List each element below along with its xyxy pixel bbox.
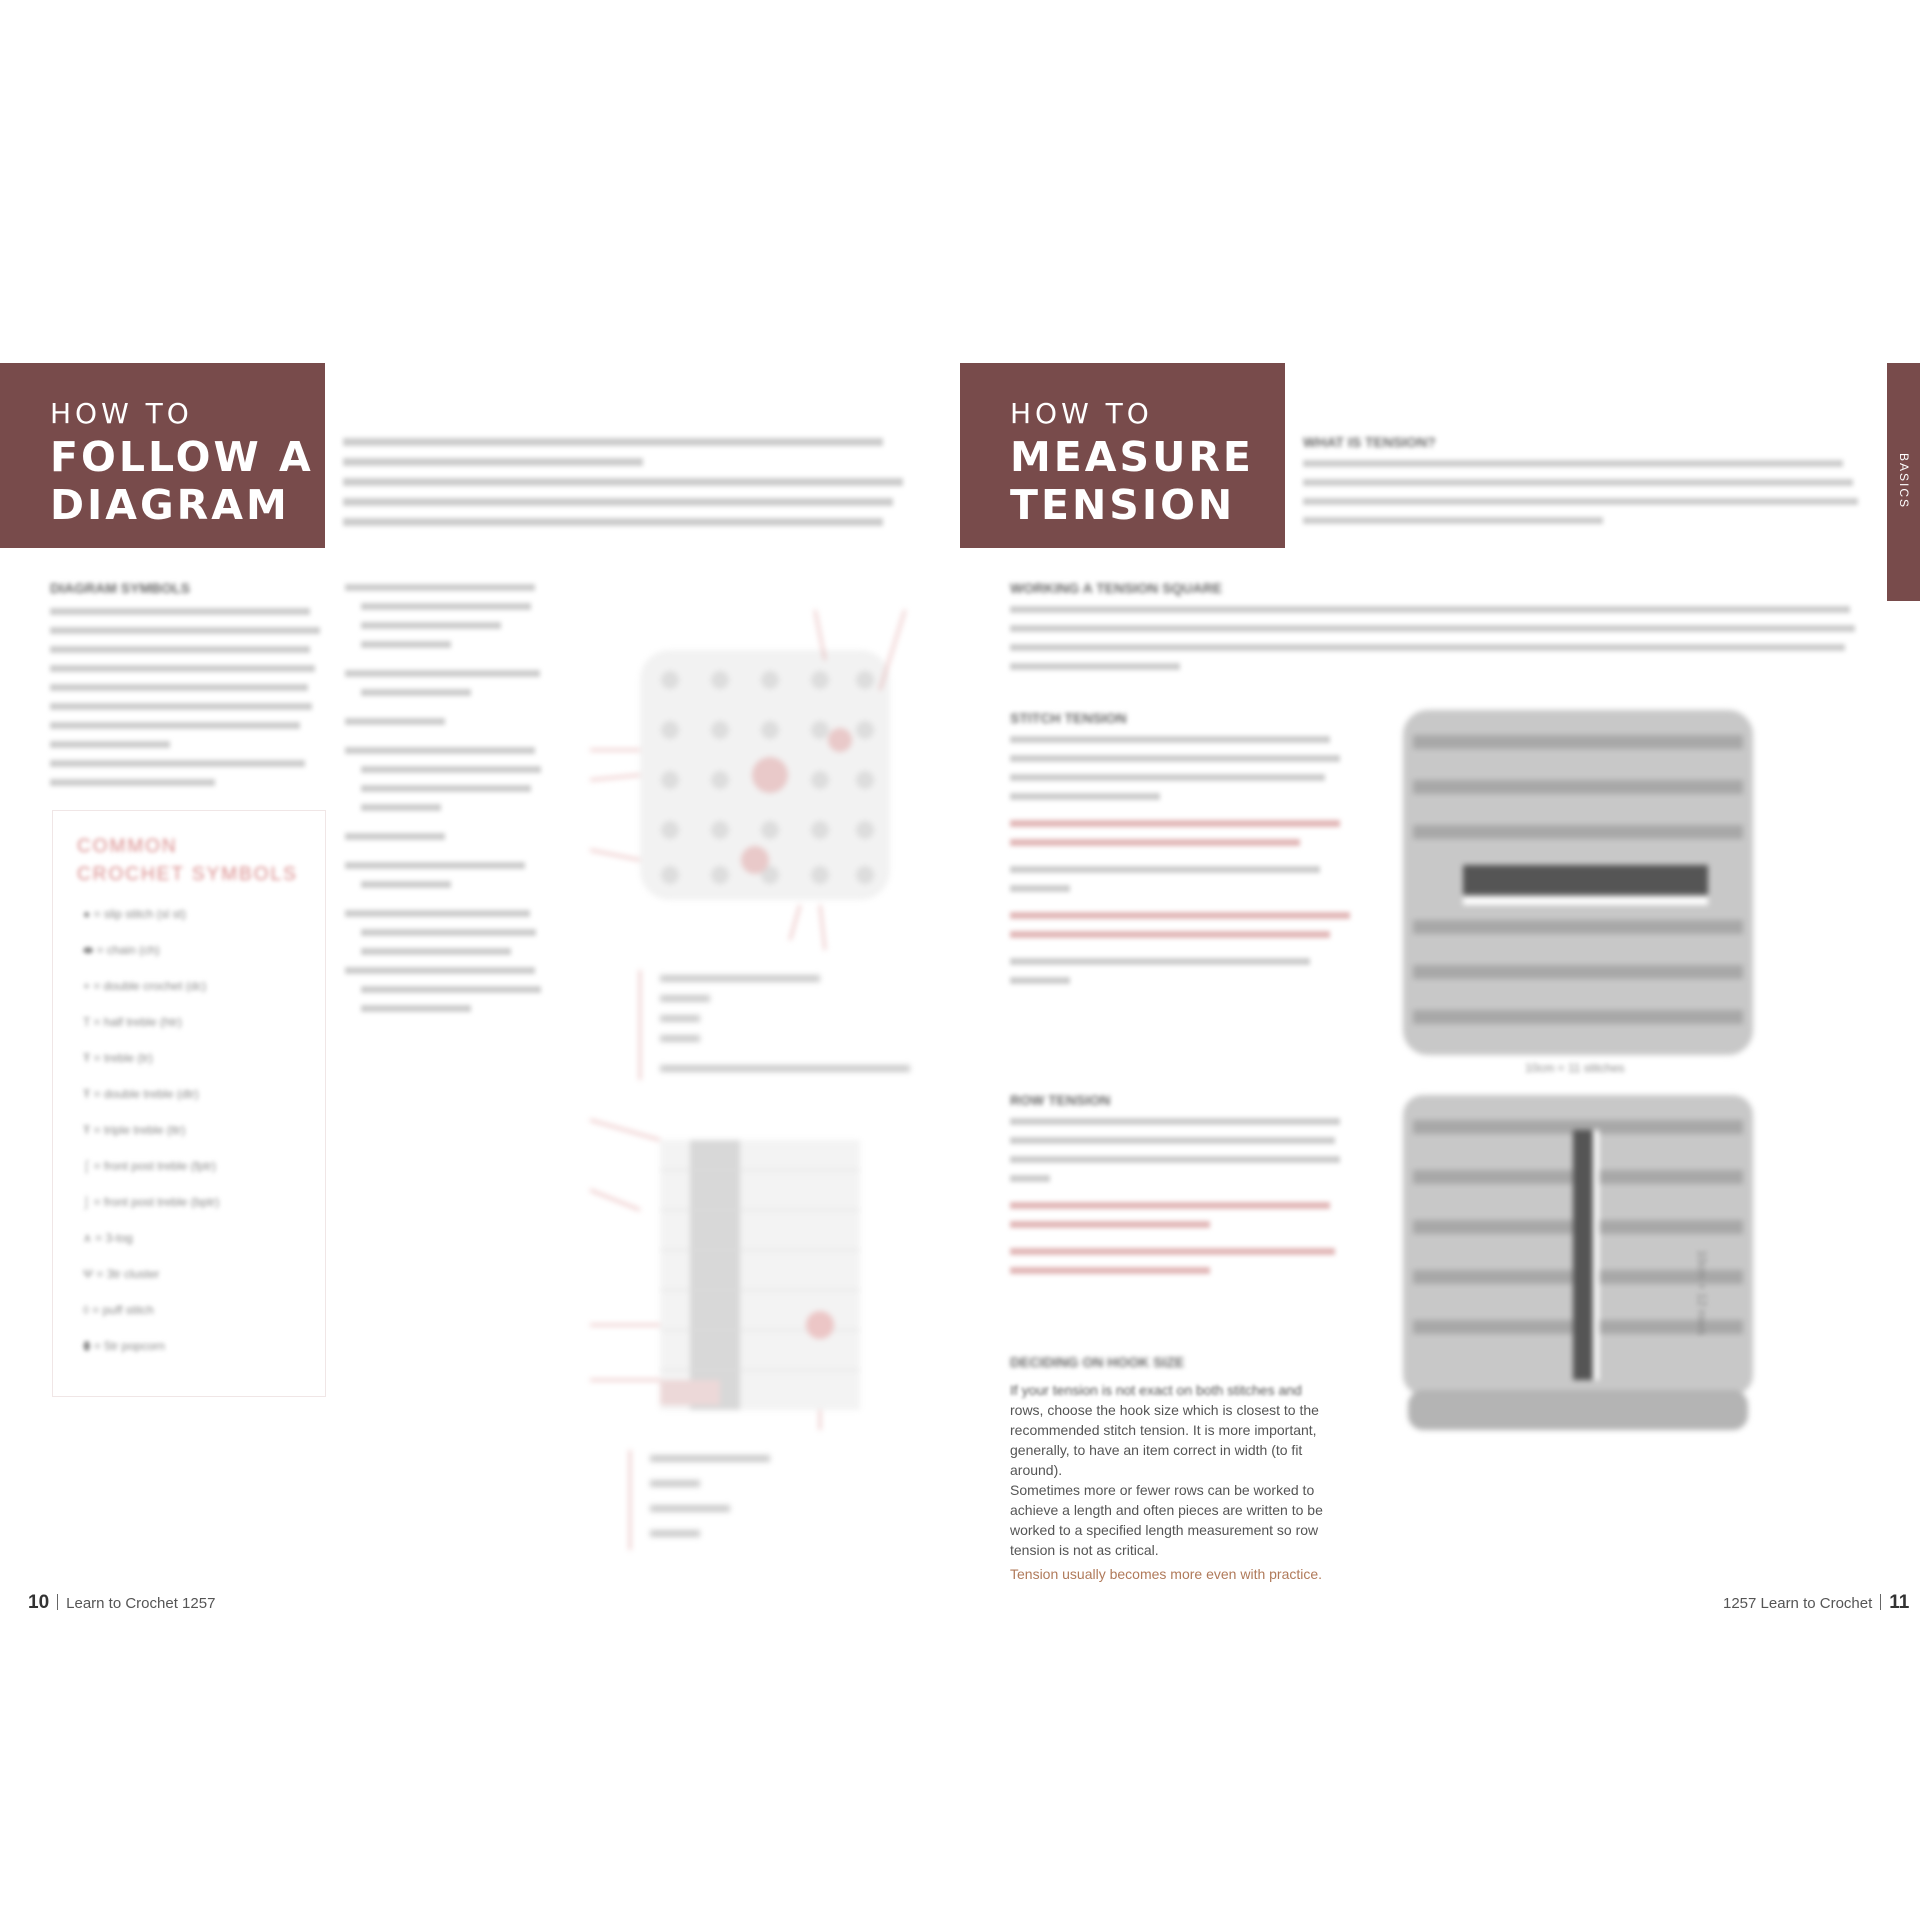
symbol-row: + = double crochet (dc) [83,979,207,993]
symbol-row: T = half treble (htr) [83,1015,182,1029]
left-footer-title: Learn to Crochet 1257 [66,1595,216,1612]
paragraph-line: worked to a specified length measurement so row [1010,1522,1319,1538]
paragraph-line: rows, choose the hook size which is closest to the [1010,1402,1319,1418]
what-is-tension-heading: WHAT IS TENSION? [1303,434,1436,450]
symbol-row: ⌠ = front post treble (fptr) [83,1159,216,1173]
right-page-number: 11 [1889,1592,1910,1613]
stitch-caption: 10cm = 11 stitches [1525,1061,1625,1075]
right-title-line2: MEASURE [1010,433,1254,481]
row-caption: 10cm = 12 rows [1695,1250,1709,1336]
stitch-tension-heading: STITCH TENSION [1010,710,1127,726]
left-title-line3: DIAGRAM [50,481,290,529]
round-diagram [580,600,920,980]
symbols-title-line2: CROCHET SYMBOLS [77,864,298,885]
round-diagram-key [590,960,930,1100]
right-title-banner [960,363,1285,548]
symbol-row: ⬮ = 5tr popcorn [83,1339,165,1353]
stitch-tension-swatch [1398,705,1758,1060]
paragraph-line: generally, to have an item correct in width (to fit around). [1010,1442,1303,1478]
diagram-symbols-heading: DIAGRAM SYMBOLS [50,580,190,596]
working-square-section [1010,578,1860,682]
symbol-row: Ψ = 3tr cluster [83,1267,160,1281]
symbol-row: ⌡ = front post treble (bptr) [83,1195,220,1209]
right-footer [1723,1592,1909,1614]
paragraph-line: tension is not as critical. [1010,1542,1159,1558]
left-title-line2: FOLLOW A [50,433,314,481]
symbol-row: Ŧ = triple treble (ttr) [83,1123,186,1137]
hook-size-paragraph [1010,1380,1350,1584]
symbol-row: ● = slip stitch (sl st) [83,907,186,921]
diagram-key-list [345,580,555,1024]
symbols-box-title [77,833,298,889]
diagram-symbols-section [50,578,325,798]
paragraph-line: recommended stitch tension. It is more important, [1010,1422,1317,1438]
symbols-title-line1: COMMON [77,836,178,857]
left-page-number: 10 [28,1592,50,1613]
deciding-hook-heading: DECIDING ON HOOK SIZE [1010,1354,1185,1370]
symbol-row: ⬬ = chain (ch) [83,943,160,957]
common-symbols-box [52,810,326,1397]
stitch-tension-section [1010,708,1350,996]
symbol-row: ◊ = puff stitch [83,1303,154,1317]
symbol-row: Ŧ = treble (tr) [83,1051,153,1065]
left-footer [28,1592,215,1614]
what-is-tension-section [1303,432,1863,536]
symbol-row: Ŧ = double treble (dtr) [83,1087,199,1101]
left-title-line1: HOW TO [50,397,193,430]
working-square-heading: WORKING A TENSION SQUARE [1010,580,1223,596]
deciding-hook-section [1010,1352,1350,1372]
row-tension-section [1010,1090,1350,1286]
paragraph-line: If your tension is not exact on both stitches and [1010,1382,1302,1398]
right-title-line3: TENSION [1010,481,1236,529]
paragraph-line: Sometimes more or fewer rows can be worked to [1010,1482,1315,1498]
right-footer-title: 1257 Learn to Crochet [1723,1595,1873,1612]
basics-side-tab[interactable] [1887,363,1920,601]
paragraph-line: achieve a length and often pieces are written to be [1010,1502,1323,1518]
practice-tip: Tension usually becomes more even with practice. [1010,1566,1323,1582]
left-intro-text [343,432,903,538]
row-tension-heading: ROW TENSION [1010,1092,1111,1108]
row-diagram [580,1110,920,1560]
symbol-row: ∧ = 3-tog [83,1231,133,1245]
side-tab-label: BASICS [1897,453,1911,510]
left-title-banner [0,363,325,548]
right-title-line1: HOW TO [1010,397,1153,430]
